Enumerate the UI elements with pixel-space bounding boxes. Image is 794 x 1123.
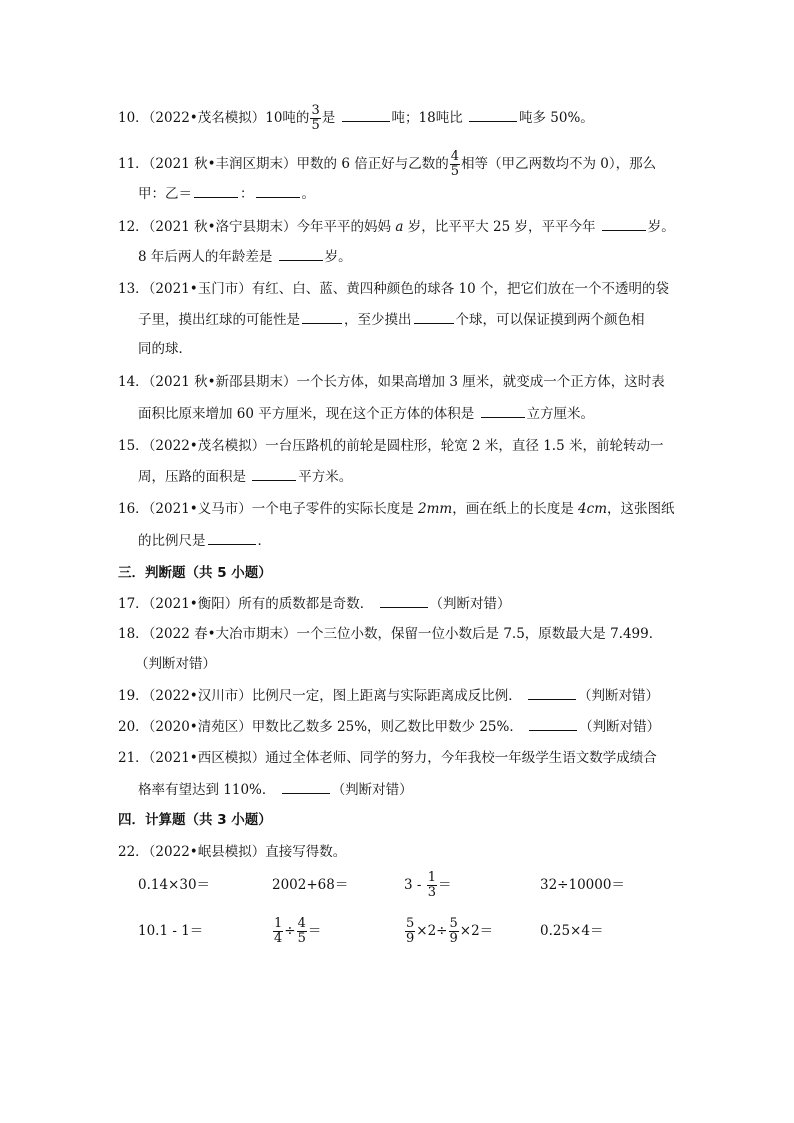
question-16-line2 [138, 530, 271, 551]
question-21-line2 [138, 779, 413, 800]
calc-item-1: 0.14×30＝ [138, 877, 211, 893]
q17-text-a: 17．（2021•衡阳）所有的质数都是奇数． [118, 596, 378, 612]
q11-text-a: 11．（2021 秋•丰润区期末）甲数的 6 倍正好与乙数的 [118, 156, 449, 172]
q18-text-b: （判断对错） [135, 656, 216, 672]
q11-text-d: ： [240, 186, 254, 202]
answer-blank[interactable] [194, 183, 238, 198]
q13-text-d: 个球，可以保证摸到两个颜色相 [455, 312, 645, 328]
question-12 [118, 216, 675, 237]
calc-item-6: $\frac{1}{4}$ ÷ $\frac{4}{5}$ ＝ [274, 916, 322, 946]
answer-blank[interactable] [529, 716, 577, 731]
q16-unit-1: 2mm [418, 501, 453, 517]
question-15-line2 [138, 466, 352, 487]
q12-variable: a [395, 219, 404, 235]
q21-text-c: （判断对错） [331, 782, 413, 798]
fraction: $\frac{1}{3}$ [427, 870, 437, 900]
question-22 [118, 842, 346, 862]
q14-text-a: 14．（2021 秋•新邵县期末）一个长方体，如果高增加 3 厘米，就变成一个正方体，这时表 [118, 374, 665, 390]
question-17 [118, 593, 511, 614]
question-14 [118, 372, 665, 392]
answer-blank[interactable] [481, 403, 525, 418]
q10-text-c: 吨；18吨比 [391, 110, 467, 126]
answer-blank[interactable] [414, 309, 454, 324]
fraction: $\frac{5}{9}$ [449, 916, 458, 946]
q10-text-d: 吨多 50%。 [519, 110, 594, 126]
q12-text-d: 8 年后两人的年龄差是 [138, 249, 277, 265]
answer-blank[interactable] [302, 309, 342, 324]
q13-text-c: ，至少摸出 [344, 312, 412, 328]
answer-blank[interactable] [208, 530, 256, 545]
answer-blank[interactable] [380, 593, 428, 608]
question-20 [118, 716, 660, 737]
q10-text-a: 10．（2022•茂名模拟）10吨的 [118, 110, 310, 126]
fraction: $\frac{5}{9}$ [406, 916, 415, 946]
q15-text-a: 15．（2022•茂名模拟）一台压路机的前轮是圆柱形，轮宽 2 米，直径 1.5 米，前轮转动一 [118, 438, 664, 454]
question-16 [118, 499, 675, 519]
calc-item-7: $\frac{5}{9}$ ×2÷ $\frac{5}{9}$ ×2＝ [406, 916, 494, 946]
q17-text-b: （判断对错） [429, 596, 511, 612]
question-19 [118, 685, 659, 706]
q20-text-b: （判断对错） [579, 719, 661, 735]
q11-text-b: 相等（甲乙两数均不为 0），那么 [461, 156, 657, 172]
calc-item-2: 2002+68＝ [272, 877, 349, 893]
calc-item-8: 0.25×4＝ [540, 923, 604, 939]
section-heading-judgement: 三．判断题（共 5 小题） [118, 565, 272, 581]
answer-blank[interactable] [256, 183, 300, 198]
q13-text-b: 子里，摸出红球的可能性是 [138, 312, 300, 328]
q18-text-a: 18．（2022 春•大冶市期末）一个三位小数，保留一位小数后是 7.5，原数最大是 7.499． [118, 626, 663, 642]
question-13 [118, 279, 669, 299]
question-12-line2 [138, 246, 352, 267]
question-15 [118, 436, 663, 456]
answer-blank[interactable] [279, 246, 323, 261]
calc-item-3: 3 - $\frac{1}{3}$ ＝ [404, 870, 452, 900]
q12-text-c: 岁。 [647, 219, 675, 235]
q14-text-b: 面积比原来增加 60 平方厘米，现在这个正方体的体积是 [138, 406, 479, 422]
q12-text-e: 岁。 [324, 249, 352, 265]
calc-item-4: 32÷10000＝ [540, 877, 625, 893]
q14-text-c: 立方厘米。 [526, 406, 595, 422]
q11-text-c: 甲：乙＝ [138, 186, 192, 202]
q11-text-e: 。 [301, 186, 315, 202]
q16-text-a: 16．（2021•义马市）一个电子零件的实际长度是 [118, 501, 419, 517]
answer-blank[interactable] [252, 466, 296, 481]
fraction: $\frac{4}{5}$ [450, 149, 459, 179]
question-13-line3 [138, 339, 192, 359]
q16-unit-2: 4cm [578, 501, 607, 517]
q16-text-c: ，这张图纸 [607, 501, 675, 517]
calc-item-5: 10.1 - 1＝ [138, 923, 204, 939]
q10-text-b: 是 [321, 110, 340, 126]
answer-blank[interactable] [602, 216, 646, 231]
q16-text-d: 的比例尺是 [138, 533, 206, 549]
q13-text-e: 同的球． [138, 341, 192, 357]
answer-blank[interactable] [342, 107, 390, 122]
q12-text-a: 12．（2021 秋•洛宁县期末）今年平平的妈妈 [118, 219, 396, 235]
question-14-line2 [138, 403, 594, 424]
q20-text-a: 20．（2020•清苑区）甲数比乙数多 25%，则乙数比甲数少 25%． [118, 719, 528, 735]
q15-text-c: 平方米。 [298, 469, 353, 485]
section-heading-calculation: 四．计算题（共 3 小题） [118, 812, 272, 828]
q16-text-b: ，画在纸上的长度是 [452, 501, 579, 517]
answer-blank[interactable] [282, 779, 330, 794]
q16-text-e: ． [257, 533, 271, 549]
question-18 [118, 624, 662, 644]
question-13-line2 [138, 309, 645, 330]
answer-blank[interactable] [528, 685, 576, 700]
answer-blank[interactable] [469, 107, 517, 122]
q22-text-a: 22．（2022•岷县模拟）直接写得数。 [118, 844, 347, 860]
q19-text-a: 19．（2022•汉川市）比例尺一定，图上距离与实际距离成反比例． [118, 688, 527, 704]
fraction: $\frac{3}{5}$ [311, 103, 320, 133]
question-18-line2 [135, 654, 216, 674]
q15-text-b: 周，压路的面积是 [138, 469, 251, 485]
question-11-line2 [138, 183, 315, 204]
question-21 [118, 748, 657, 768]
question-11 [118, 150, 656, 179]
q21-text-a: 21．（2021•西区模拟）通过全体老师、同学的努力，今年我校一年级学生语文数学成绩合 [118, 750, 657, 766]
q21-text-b: 格率有望达到 110%． [138, 782, 280, 798]
question-10 [118, 104, 594, 133]
fraction: $\frac{4}{5}$ [297, 916, 306, 946]
q12-text-b: 岁，比平平大 25 岁，平平今年 [403, 219, 600, 235]
fraction: $\frac{1}{4}$ [274, 916, 283, 946]
q13-text-a: 13．（2021•玉门市）有红、白、蓝、黄四种颜色的球各 10 个，把它们放在一个不透明的袋 [118, 281, 670, 297]
q19-text-b: （判断对错） [578, 688, 660, 704]
